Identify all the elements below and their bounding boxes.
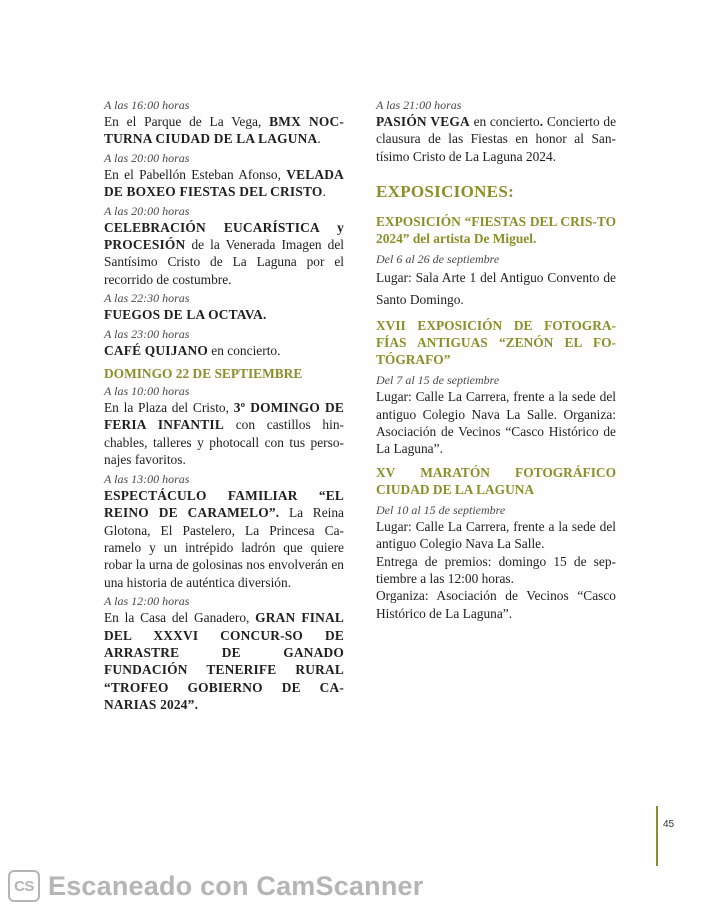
event-time: A las 20:00 horas xyxy=(104,150,190,165)
event-time: A las 21:00 horas xyxy=(376,98,462,112)
exhibition-description: Lugar: Sala Arte 1 del Antiguo Convento de Santo Domingo. xyxy=(376,270,616,308)
event-description: En el Parque de La Vega, BMX NOC-TURNA CIUDAD DE LA LAGUNA. xyxy=(104,114,344,147)
event-description: En la Plaza del Cristo, 3º DOMINGO DE FERIA INFANTIL con castillos hin-chables, talleres y photocall con tus perso-najes favoritos. xyxy=(104,400,344,468)
exhibition-title: XVII EXPOSICIÓN DE FOTOGRA-FÍAS ANTIGUAS “ZENÓN EL FO-TÓGRAFO” xyxy=(376,318,616,368)
exhibition-description: Organiza: Asociación de Vecinos “Casco Histórico de La Laguna”. xyxy=(376,588,616,621)
exhibition-description: Entrega de premios: domingo 15 de sep-tiembre a las 12:00 horas. xyxy=(376,553,616,587)
watermark-text: Escaneado con CamScanner xyxy=(48,870,424,901)
page-rule xyxy=(656,806,658,866)
event-time: A las 12:00 horas xyxy=(104,594,190,609)
event-time: A las 16:00 horas xyxy=(104,98,190,112)
exhibition-description: Lugar: Calle La Carrera, frente a la sede del antiguo Colegio Nava La Salle. xyxy=(376,518,616,552)
exhibition-dates: Del 10 al 15 de septiembre xyxy=(376,502,506,517)
event-description: En la Casa del Ganadero, GRAN FINAL DEL XXXVI CONCUR-SO DE ARRASTRE DE GANADO FUNDACIÓN TENERIFE RURAL “TROFEO GOBIERNO DE CA-NARIAS 2024”. xyxy=(104,610,345,713)
event-description: CELEBRACIÓN EUCARÍSTICA y PROCESIÓN de la Venerada Imagen del Santísimo Cristo de La Laguna por el recorrido de costumbre. xyxy=(104,219,344,287)
exhibition-title: XV MARATÓN FOTOGRÁFICO CIUDAD DE LA LAGUNA xyxy=(376,464,616,497)
event-time: A las 22:30 horas xyxy=(104,291,190,306)
left-column xyxy=(104,96,344,717)
right-column xyxy=(376,96,616,625)
event-time: A las 13:00 horas xyxy=(104,471,190,486)
camscanner-watermark xyxy=(8,868,423,904)
section-title: EXPOSICIONES: xyxy=(376,182,515,202)
exhibition-description: Lugar: Calle La Carrera, frente a la sede del antiguo Colegio Nava La Salle. Organiza: Asociación de Vecinos “Casco Histórico de La Laguna”. xyxy=(376,389,616,457)
event-time: A las 10:00 horas xyxy=(104,384,190,399)
exhibition-dates: Del 6 al 26 de septiembre xyxy=(376,252,500,267)
event-description: ESPECTÁCULO FAMILIAR “EL REINO DE CARAMELO”. La Reina Glotona, El Pastelero, La Princesa Ca-ramelo y un intrépido ladrón que quiere robar la urna de golosinas nos envolverán en una historia de auténtica diversión. xyxy=(104,487,344,590)
event-description: FUEGOS DE LA OCTAVA. xyxy=(104,307,267,323)
event-description: En el Pabellón Esteban Afonso, VELADA DE BOXEO FIESTAS DEL CRISTO. xyxy=(104,166,344,200)
event-description: PASIÓN VEGA en concierto. Concierto de clausura de las Fiestas en honor al San-tísimo Cristo de La Laguna 2024. xyxy=(376,114,617,164)
event-time: A las 23:00 horas xyxy=(104,326,190,341)
camscanner-logo-icon: CS xyxy=(8,870,40,902)
event-time: A las 20:00 horas xyxy=(104,203,190,218)
exhibition-dates: Del 7 al 15 de septiembre xyxy=(376,373,500,388)
event-description: CAFÉ QUIJANO en concierto. xyxy=(104,342,281,358)
day-heading: DOMINGO 22 DE SEPTIEMBRE xyxy=(104,366,303,382)
exhibition-title: EXPOSICIÓN “FIESTAS DEL CRIS-TO 2024” del artista De Miguel. xyxy=(376,214,616,247)
page-number: 45 xyxy=(663,819,675,830)
